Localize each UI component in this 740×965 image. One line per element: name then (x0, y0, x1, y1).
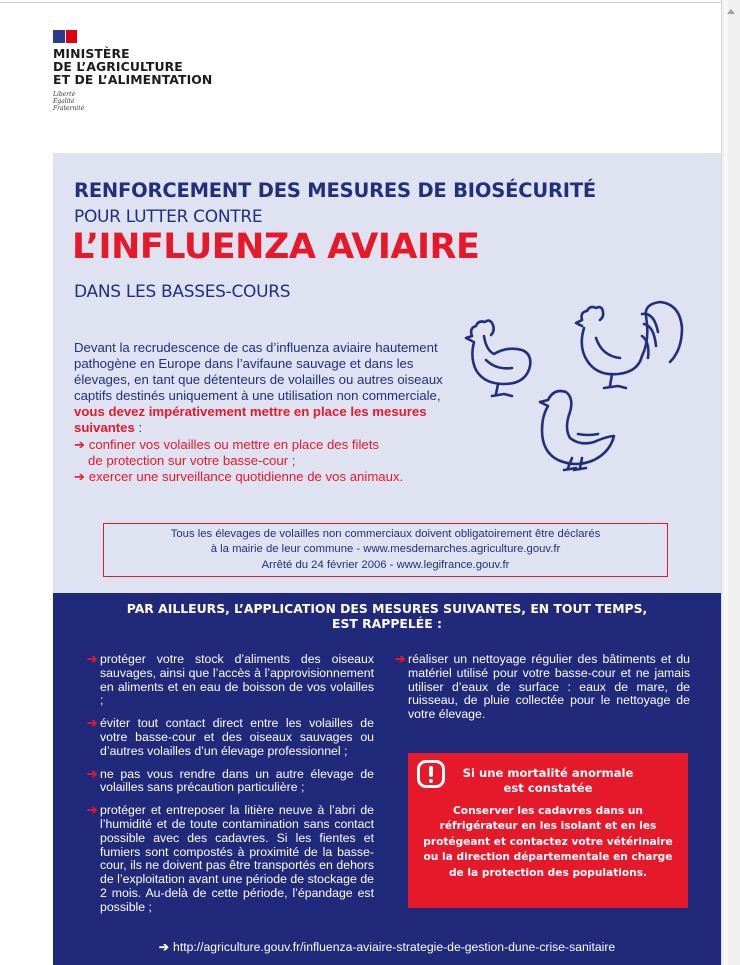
measures-title (53, 601, 721, 631)
ministry-line: DE L’AGRICULTURE (53, 59, 183, 74)
rooster-icon (576, 302, 682, 388)
measure-text: éviter tout contact direct entre les volailles de votre basse-cour et des oiseaux sauvages ou d’autres volailles d’un élevage professionnel ; (100, 716, 374, 758)
info-url[interactable]: http://agriculture.gouv.fr/influenza-aviaire-strategie-de-gestion-dune-crise-sanitaire (173, 940, 616, 954)
ministry-line: ET DE L’ALIMENTATION (53, 72, 213, 87)
intro-bullet-text: confiner vos volailles ou mettre en place des filets (88, 436, 380, 452)
motto-line: Égalité (53, 98, 75, 105)
alert-body: Conserver les cadavres dans un réfrigérateur en les isolant et en les protégeant et contactez votre vétérinaire ou la direction départementale en charge de la protection des populations. (423, 805, 673, 879)
intro-colon: : (134, 420, 143, 436)
declaration-notice (103, 523, 668, 577)
motto-line: Fraternité (53, 105, 85, 112)
hero-title-line2: POUR LUTTER CONTRE (74, 207, 263, 227)
info-link[interactable] (53, 940, 721, 954)
alert-title-line: Si une mortalité anormale (462, 766, 634, 780)
intro-bullet (74, 469, 464, 485)
arrow-icon: ➔ (87, 716, 98, 731)
intro-text: Devant la recrudescence de cas d’influenza aviaire hautement pathogène en Europe dans l’avifaune sauvage et dans les élevages, en tant que détenteurs de volailles ou autres oiseaux captifs destinés uniquement à une utilisation non commerciale, (74, 340, 443, 404)
republic-motto (53, 91, 212, 112)
hen-icon (466, 321, 530, 396)
french-flag-icon (53, 30, 77, 43)
measure-item (87, 804, 374, 914)
mortality-alert-box (408, 753, 688, 908)
measures-right-column (395, 653, 690, 731)
scrollbar-track[interactable] (724, 0, 728, 965)
ministry-line: MINISTÈRE (53, 46, 130, 61)
measures-section (53, 593, 721, 965)
measure-item (87, 768, 374, 796)
scroll-up-arrow-icon[interactable] (727, 9, 735, 14)
measure-text: ne pas vous rendre dans un autre élevage de volailles sans précaution particulière ; (100, 766, 374, 795)
document-page (53, 3, 721, 965)
hero-panel (53, 153, 721, 593)
intro-bullet-text: exercer une surveillance quotidienne de vos animaux. (88, 468, 404, 484)
exclamation-icon (417, 760, 445, 788)
notice-line: Tous les élevages de volailles non commerciaux doivent obligatoirement être déclarés (170, 528, 601, 540)
duck-icon (540, 391, 614, 470)
arrow-icon: ➔ (87, 766, 98, 781)
measures-title-line: PAR AILLEURS, L’APPLICATION DES MESURES SUIVANTES, EN TOUT TEMPS, (126, 601, 648, 616)
measure-text: protéger et entreposer la litière neuve à l’abri de l’humidité et de toute contamination sans contact possible avec des cadavres. Si les fientes et fumiers sont compostés à proximité de la basse-cour, ils ne doivent pas être transportés en dehors de l’exploitation avant une période de stockage de 2 mois. Au-delà de cette période, l’épandage est possible ; (100, 803, 374, 914)
alert-title (448, 766, 648, 795)
measures-title-line: EST RAPPELÉE : (331, 616, 442, 631)
measure-item (395, 653, 690, 722)
ministry-logo (53, 30, 212, 112)
notice-line: à la mairie de leur commune - www.mesdemarches.agriculture.gouv.fr (210, 543, 561, 556)
measure-text: protéger votre stock d’aliments des oiseaux sauvages, ainsi que l’accès à l’approvisionnement en aliments et en eau de boisson de vos volailles ; (100, 652, 374, 708)
arrow-icon: ➔ (87, 652, 98, 666)
measure-text: réaliser un nettoyage régulier des bâtiments et du matériel utilisé pour votre basse-cour et ne jamais utiliser d’eaux de surface : eaux de mare, de ruisseau, de pluie collectée pour le nettoyage de votre élevage. (408, 652, 690, 722)
intro-emphasis: vous devez impérativement mettre en place les mesures suivantes (74, 404, 427, 436)
intro-paragraph (74, 340, 464, 485)
intro-bullet-text-cont: de protection sur votre basse-cour ; (88, 452, 296, 468)
measure-item (87, 717, 374, 758)
notice-line: Arrêté du 24 février 2006 - www.legifrance.gouv.fr (261, 558, 510, 571)
vertical-scrollbar[interactable] (721, 0, 740, 965)
arrow-icon: ➔ (74, 436, 86, 452)
arrow-icon: ➔ (74, 468, 86, 484)
ministry-name (53, 47, 212, 86)
hero-title-line1: RENFORCEMENT DES MESURES DE BIOSÉCURITÉ (74, 179, 597, 202)
arrow-icon: ➔ (395, 652, 406, 666)
alert-title-line: est constatée (503, 780, 593, 795)
poultry-illustration (458, 298, 688, 473)
hero-title-main: L’INFLUENZA AVIAIRE (72, 227, 480, 267)
hero-title-line4: DANS LES BASSES-COURS (74, 282, 291, 302)
measure-item (87, 653, 374, 708)
intro-bullet (74, 437, 464, 469)
motto-line: Liberté (53, 91, 76, 98)
measures-left-column (87, 653, 374, 924)
arrow-icon: ➔ (87, 803, 98, 818)
arrow-right-icon: ➔ (158, 940, 170, 954)
